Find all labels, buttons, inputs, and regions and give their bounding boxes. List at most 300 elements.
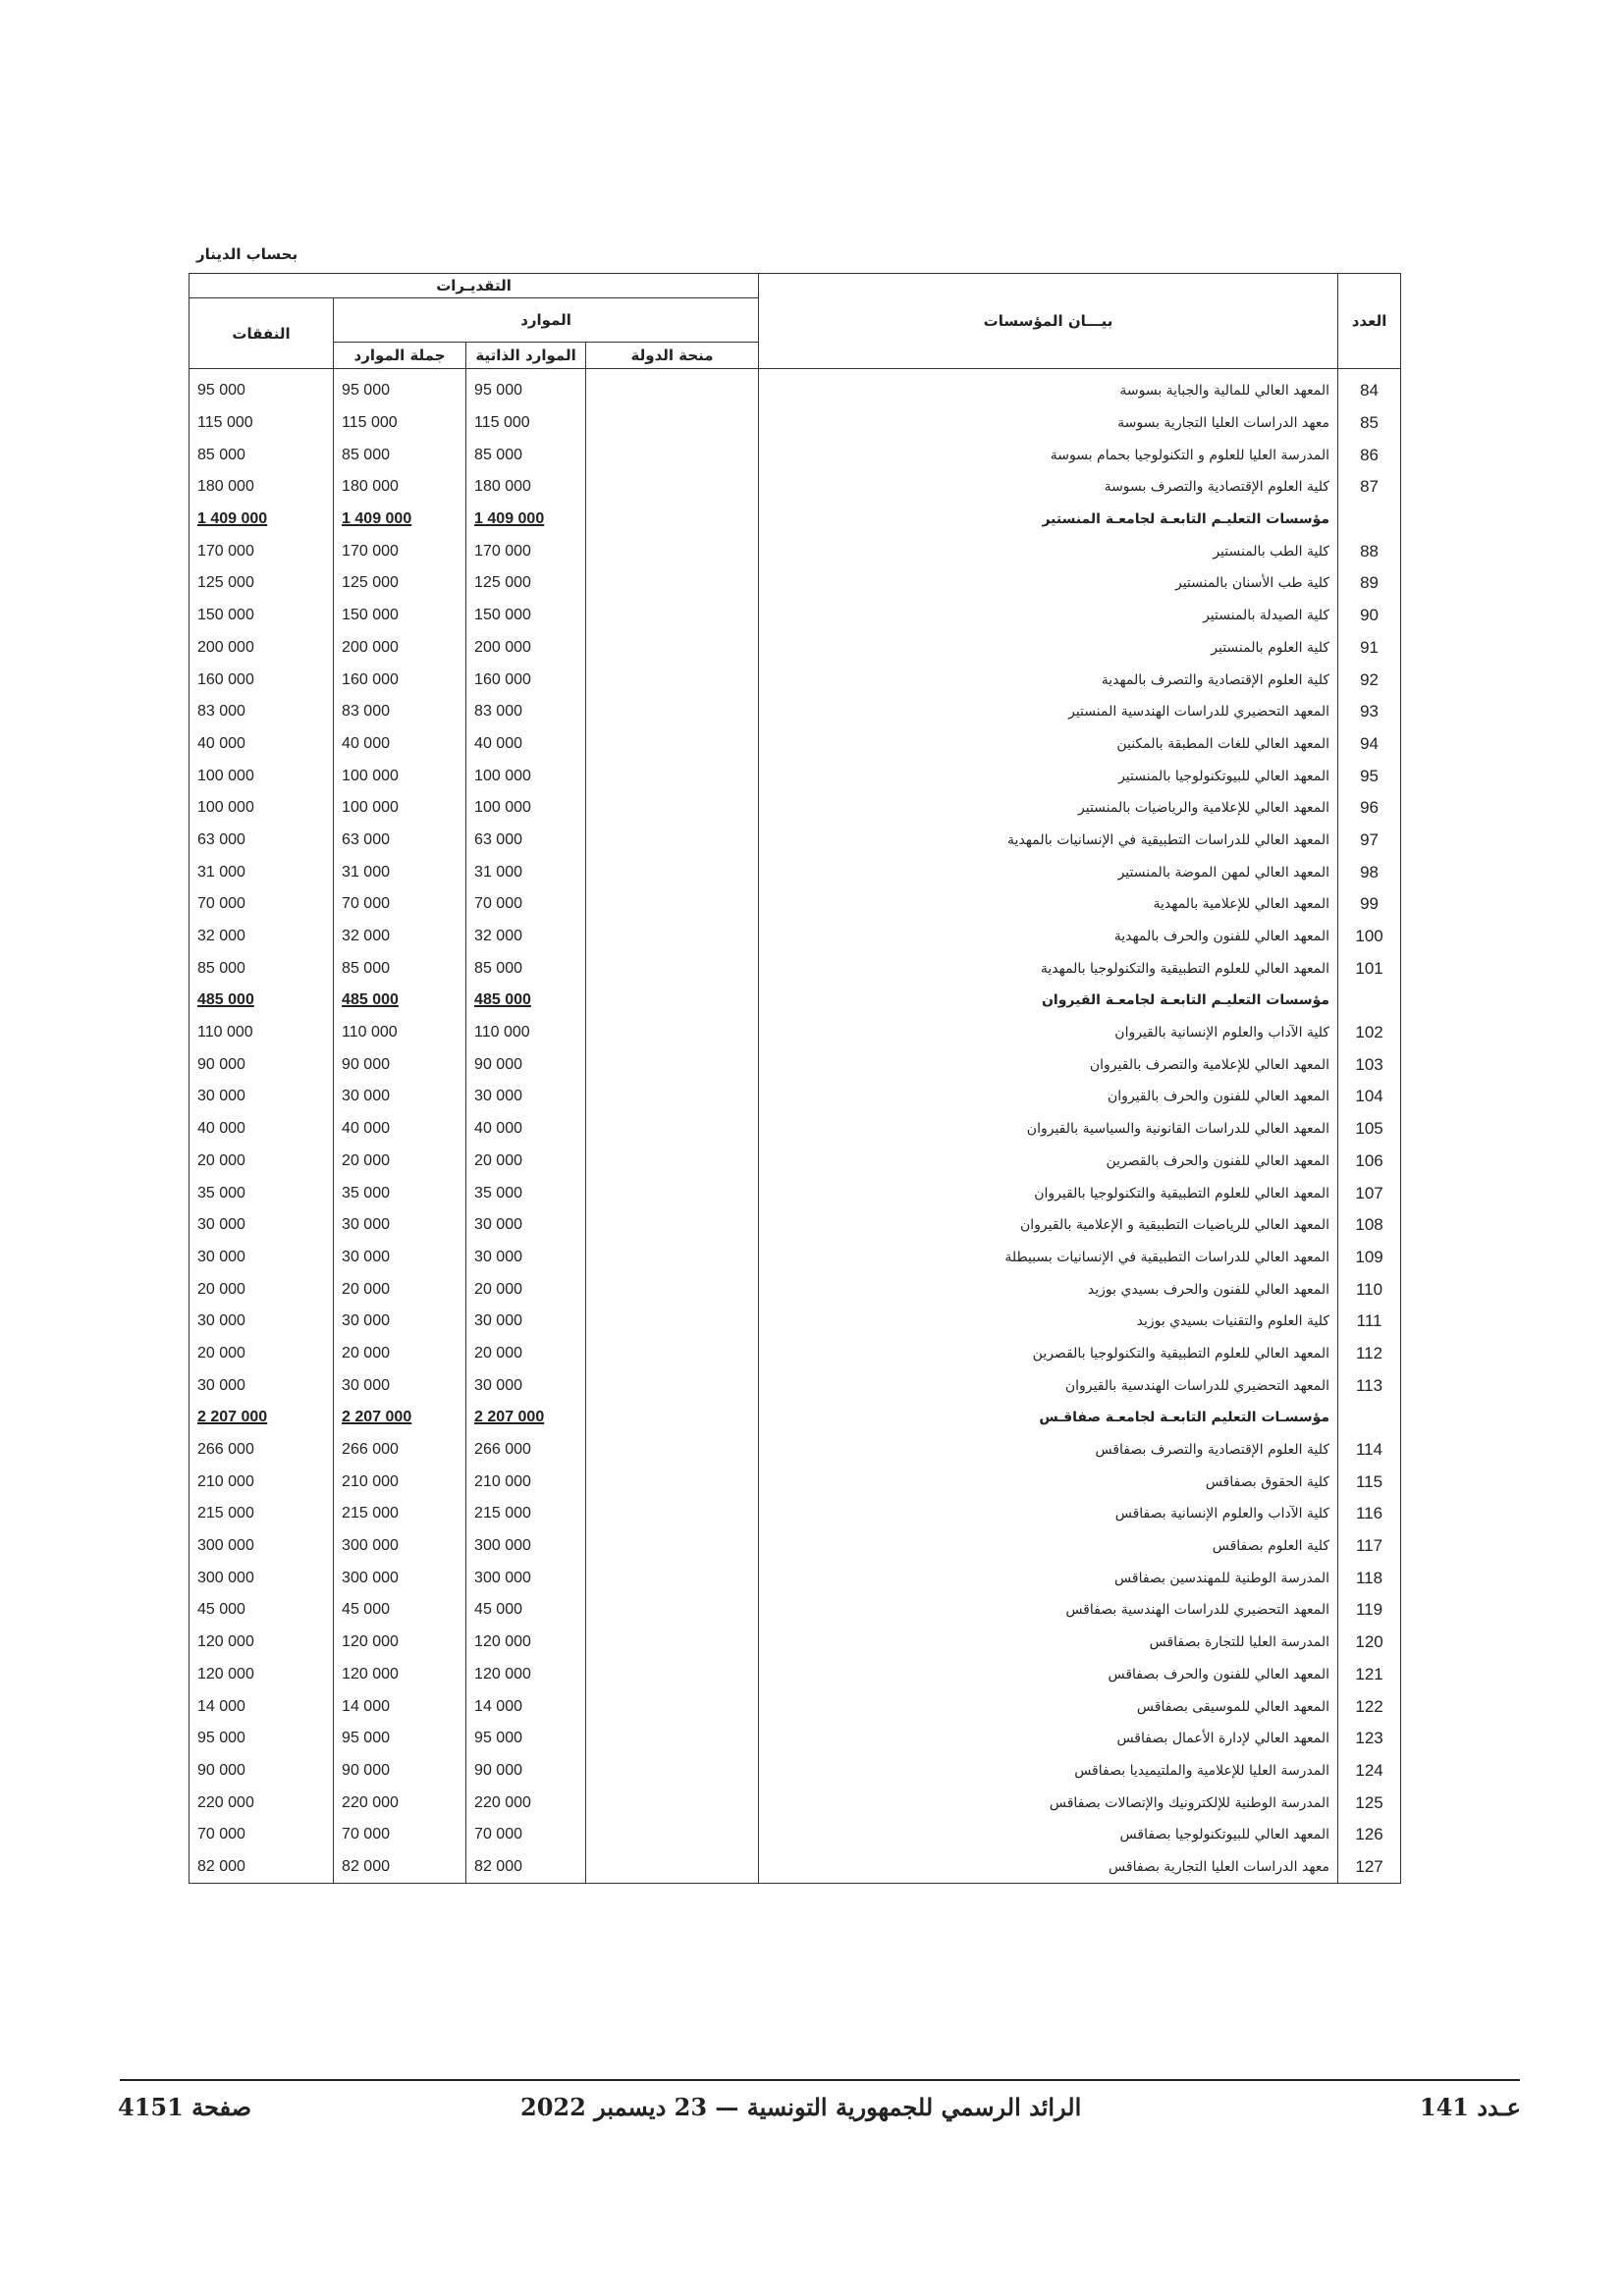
expenses-cell: 31 000 [189,856,334,888]
institution-name: المعهد العالي للإعلامية بالمهدية [759,888,1338,921]
total-resources-cell: 120 000 [334,1659,466,1691]
own-resources-cell: 20 000 [466,1146,586,1178]
budget-table [189,273,1401,1884]
total-resources-cell: 20 000 [334,1146,466,1178]
row-number: 102 [1338,1017,1401,1049]
institution-name: المدرسة الوطنية للمهندسين بصفاقس [759,1562,1338,1594]
expenses-cell: 180 000 [189,471,334,504]
unit-label: بحساب الدينار [196,245,298,263]
row-number: 107 [1338,1177,1401,1209]
own-resources-cell: 40 000 [466,728,586,761]
total-resources-cell: 70 000 [334,888,466,921]
state-grant-cell [586,1787,759,1819]
own-resources-cell: 83 000 [466,696,586,728]
institution-name: كلية الحقوق بصفاقس [759,1466,1338,1498]
institution-row [189,1690,1401,1723]
expenses-cell: 300 000 [189,1562,334,1594]
own-resources-cell: 150 000 [466,600,586,632]
own-resources-cell: 63 000 [466,825,586,857]
row-number: 87 [1338,471,1401,504]
institution-row [189,856,1401,888]
row-number [1338,985,1401,1017]
row-number: 126 [1338,1819,1401,1851]
own-resources-cell: 120 000 [466,1659,586,1691]
row-number: 104 [1338,1081,1401,1113]
row-number: 114 [1338,1434,1401,1467]
expenses-cell: 40 000 [189,728,334,761]
institution-name: المعهد العالي للفنون والحرف بالمهدية [759,921,1338,953]
state-grant-cell [586,1017,759,1049]
row-number: 97 [1338,825,1401,857]
institution-row [189,1017,1401,1049]
expenses-cell: 85 000 [189,439,334,471]
own-resources-cell: 35 000 [466,1177,586,1209]
total-resources-cell: 35 000 [334,1177,466,1209]
expenses-cell: 200 000 [189,632,334,665]
page-number: صفحة 4151 [118,2093,252,2121]
institution-row [189,1081,1401,1113]
institution-name: المعهد العالي للدراسات التطبيقية في الإنسانيات بسبيطلة [759,1242,1338,1274]
own-resources-cell: 32 000 [466,921,586,953]
institution-name: كلية العلوم الإقتصادية والتصرف بسوسة [759,471,1338,504]
institution-row [189,1755,1401,1788]
state-grant-cell [586,728,759,761]
total-resources-cell: 266 000 [334,1434,466,1467]
expenses-cell: 82 000 [189,1851,334,1884]
institution-name: المعهد العالي للدراسات القانونية والسياسية بالقيروان [759,1113,1338,1146]
total-resources-cell: 20 000 [334,1273,466,1306]
institution-row [189,1273,1401,1306]
row-number: 116 [1338,1498,1401,1530]
state-grant-cell [586,664,759,696]
expenses-cell: 85 000 [189,952,334,985]
row-number: 88 [1338,535,1401,567]
state-grant-cell [586,1627,759,1659]
own-resources-cell: 2 207 000 [466,1402,586,1434]
total-resources-cell: 82 000 [334,1851,466,1884]
footer-divider [120,2079,1520,2081]
expenses-cell: 90 000 [189,1048,334,1081]
expenses-cell: 63 000 [189,825,334,857]
total-resources-cell: 63 000 [334,825,466,857]
row-number: 120 [1338,1627,1401,1659]
institution-name: المعهد العالي للعلوم التطبيقية والتكنولوجيا بالقصرين [759,1338,1338,1370]
institution-row [189,632,1401,665]
total-resources-cell: 95 000 [334,1723,466,1755]
institution-row [189,1562,1401,1594]
state-grant-cell [586,856,759,888]
state-grant-cell [586,1530,759,1563]
own-resources-cell: 30 000 [466,1306,586,1338]
total-resources-cell: 85 000 [334,952,466,985]
institution-name: المدرسة الوطنية للإلكترونيك والإتصالات بصفاقس [759,1787,1338,1819]
state-grant-cell [586,504,759,536]
institution-name: المعهد العالي للفنون والحرف بالقيروان [759,1081,1338,1113]
institution-row [189,728,1401,761]
own-resources-cell: 200 000 [466,632,586,665]
total-resources-cell: 90 000 [334,1755,466,1788]
institution-row [189,1659,1401,1691]
institution-name: المعهد العالي للدراسات التطبيقية في الإنسانيات بالمهدية [759,825,1338,857]
state-grant-cell [586,1113,759,1146]
state-grant-cell [586,369,759,407]
institution-row [189,1627,1401,1659]
institution-row [189,825,1401,857]
row-number: 99 [1338,888,1401,921]
total-resources-cell: 300 000 [334,1562,466,1594]
row-number: 123 [1338,1723,1401,1755]
row-number [1338,1402,1401,1434]
row-number: 89 [1338,567,1401,600]
state-grant-cell [586,1146,759,1178]
institution-row [189,888,1401,921]
row-number: 125 [1338,1787,1401,1819]
state-grant-cell [586,1723,759,1755]
university-total-row [189,1402,1401,1434]
institution-name: معهد الدراسات العليا التجارية بصفاقس [759,1851,1338,1884]
expenses-cell: 20 000 [189,1338,334,1370]
state-grant-cell [586,1177,759,1209]
institution-name: كلية العلوم الإقتصادية والتصرف بصفاقس [759,1434,1338,1467]
own-resources-cell: 30 000 [466,1209,586,1242]
state-grant-cell [586,1209,759,1242]
expenses-cell: 35 000 [189,1177,334,1209]
institution-row [189,921,1401,953]
state-grant-cell [586,567,759,600]
total-resources-cell: 120 000 [334,1627,466,1659]
institution-name: معهد الدراسات العليا التجارية بسوسة [759,407,1338,440]
own-resources-cell: 220 000 [466,1787,586,1819]
expenses-cell: 45 000 [189,1594,334,1627]
own-resources-cell: 20 000 [466,1273,586,1306]
total-resources-cell: 2 207 000 [334,1402,466,1434]
header-statement: بيـــان المؤسسات [759,274,1338,369]
state-grant-cell [586,921,759,953]
total-resources-cell: 180 000 [334,471,466,504]
row-number: 96 [1338,792,1401,825]
row-number: 108 [1338,1209,1401,1242]
institution-name: كلية الطب بالمنستير [759,535,1338,567]
own-resources-cell: 40 000 [466,1113,586,1146]
own-resources-cell: 110 000 [466,1017,586,1049]
row-number: 113 [1338,1369,1401,1402]
expenses-cell: 95 000 [189,369,334,407]
state-grant-cell [586,1273,759,1306]
institution-name: المعهد العالي للإعلامية والتصرف بالقيروان [759,1048,1338,1081]
expenses-cell: 2 207 000 [189,1402,334,1434]
institution-name: كلية العلوم بالمنستير [759,632,1338,665]
expenses-cell: 83 000 [189,696,334,728]
institution-row [189,664,1401,696]
own-resources-cell: 266 000 [466,1434,586,1467]
institution-row [189,1146,1401,1178]
expenses-cell: 40 000 [189,1113,334,1146]
own-resources-cell: 485 000 [466,985,586,1017]
expenses-cell: 170 000 [189,535,334,567]
total-resources-cell: 95 000 [334,369,466,407]
row-number: 85 [1338,407,1401,440]
expenses-cell: 215 000 [189,1498,334,1530]
own-resources-cell: 215 000 [466,1498,586,1530]
institution-row [189,1338,1401,1370]
row-number: 103 [1338,1048,1401,1081]
header-estimates: التقديـرات [189,274,759,298]
expenses-cell: 14 000 [189,1690,334,1723]
own-resources-cell: 300 000 [466,1530,586,1563]
row-number: 118 [1338,1562,1401,1594]
expenses-cell: 20 000 [189,1273,334,1306]
row-number: 122 [1338,1690,1401,1723]
institution-row [189,1498,1401,1530]
expenses-cell: 100 000 [189,760,334,792]
institution-row [189,369,1401,407]
own-resources-cell: 30 000 [466,1369,586,1402]
expenses-cell: 90 000 [189,1755,334,1788]
expenses-cell: 70 000 [189,1819,334,1851]
total-resources-cell: 31 000 [334,856,466,888]
row-number: 92 [1338,664,1401,696]
own-resources-cell: 45 000 [466,1594,586,1627]
institution-row [189,471,1401,504]
institution-row [189,567,1401,600]
own-resources-cell: 160 000 [466,664,586,696]
expenses-cell: 160 000 [189,664,334,696]
own-resources-cell: 85 000 [466,952,586,985]
row-number: 91 [1338,632,1401,665]
state-grant-cell [586,1338,759,1370]
expenses-cell: 300 000 [189,1530,334,1563]
institution-name: المعهد العالي لمهن الموضة بالمنستير [759,856,1338,888]
institution-row [189,1177,1401,1209]
state-grant-cell [586,1402,759,1434]
institution-name: مؤسسات التعليـم التابعـة لجامعـة المنستير [759,504,1338,536]
total-resources-cell: 32 000 [334,921,466,953]
row-number: 106 [1338,1146,1401,1178]
state-grant-cell [586,1594,759,1627]
state-grant-cell [586,985,759,1017]
total-resources-cell: 110 000 [334,1017,466,1049]
issue-number: عـدد 141 [1419,2093,1521,2121]
state-grant-cell [586,760,759,792]
gazette-title-date: الرائد الرسمي للجمهورية التونسية — 23 ديسمبر 2022 [520,2093,1082,2121]
own-resources-cell: 100 000 [466,760,586,792]
row-number: 101 [1338,952,1401,985]
own-resources-cell: 31 000 [466,856,586,888]
row-number: 105 [1338,1113,1401,1146]
institution-name: المعهد العالي للفنون والحرف بصفاقس [759,1659,1338,1691]
institution-name: المعهد العالي للبيوتكنولوجيا بصفاقس [759,1819,1338,1851]
institution-name: المدرسة العليا للعلوم و التكنولوجيا بحمام بسوسة [759,439,1338,471]
institution-row [189,600,1401,632]
state-grant-cell [586,439,759,471]
institution-row [189,1434,1401,1467]
institution-row [189,1819,1401,1851]
total-resources-cell: 200 000 [334,632,466,665]
institution-name: المعهد العالي للعلوم التطبيقية والتكنولوجيا بالقيروان [759,1177,1338,1209]
header-total-resources: جملة الموارد [334,343,466,369]
expenses-cell: 485 000 [189,985,334,1017]
row-number: 93 [1338,696,1401,728]
row-number [1338,504,1401,536]
state-grant-cell [586,1819,759,1851]
state-grant-cell [586,952,759,985]
header-expenses: النفقات [189,298,334,369]
institution-name: كلية العلوم والتقنيات بسيدي بوزيد [759,1306,1338,1338]
expenses-cell: 30 000 [189,1369,334,1402]
state-grant-cell [586,1498,759,1530]
institution-name: المعهد العالي للفنون والحرف بالقصرين [759,1146,1338,1178]
institution-row [189,696,1401,728]
institution-row [189,439,1401,471]
state-grant-cell [586,1081,759,1113]
institution-name: المعهد التحضيري للدراسات الهندسية بالقيروان [759,1369,1338,1402]
row-number: 110 [1338,1273,1401,1306]
total-resources-cell: 20 000 [334,1338,466,1370]
state-grant-cell [586,471,759,504]
state-grant-cell [586,1659,759,1691]
own-resources-cell: 85 000 [466,439,586,471]
institution-name: المعهد العالي لإدارة الأعمال بصفاقس [759,1723,1338,1755]
institution-row [189,760,1401,792]
total-resources-cell: 220 000 [334,1787,466,1819]
state-grant-cell [586,1434,759,1467]
own-resources-cell: 115 000 [466,407,586,440]
total-resources-cell: 40 000 [334,728,466,761]
expenses-cell: 70 000 [189,888,334,921]
expenses-cell: 1 409 000 [189,504,334,536]
row-number: 90 [1338,600,1401,632]
own-resources-cell: 70 000 [466,1819,586,1851]
total-resources-cell: 485 000 [334,985,466,1017]
row-number: 111 [1338,1306,1401,1338]
own-resources-cell: 120 000 [466,1627,586,1659]
own-resources-cell: 14 000 [466,1690,586,1723]
total-resources-cell: 150 000 [334,600,466,632]
header-own-resources: الموارد الذاتية [466,343,586,369]
institution-name: المعهد التحضيري للدراسات الهندسية بصفاقس [759,1594,1338,1627]
own-resources-cell: 90 000 [466,1048,586,1081]
institution-name: المعهد العالي للغات المطبقة بالمكنين [759,728,1338,761]
total-resources-cell: 170 000 [334,535,466,567]
own-resources-cell: 30 000 [466,1081,586,1113]
own-resources-cell: 300 000 [466,1562,586,1594]
total-resources-cell: 160 000 [334,664,466,696]
own-resources-cell: 170 000 [466,535,586,567]
state-grant-cell [586,1755,759,1788]
own-resources-cell: 70 000 [466,888,586,921]
row-number: 109 [1338,1242,1401,1274]
row-number: 115 [1338,1466,1401,1498]
row-number: 112 [1338,1338,1401,1370]
institution-row [189,1530,1401,1563]
institution-row [189,1466,1401,1498]
expenses-cell: 30 000 [189,1242,334,1274]
institution-row [189,1723,1401,1755]
total-resources-cell: 30 000 [334,1081,466,1113]
institution-row [189,1306,1401,1338]
row-number: 98 [1338,856,1401,888]
state-grant-cell [586,1048,759,1081]
institution-name: كلية الصيدلة بالمنستير [759,600,1338,632]
row-number: 119 [1338,1594,1401,1627]
expenses-cell: 95 000 [189,1723,334,1755]
total-resources-cell: 14 000 [334,1690,466,1723]
state-grant-cell [586,1466,759,1498]
institution-name: المعهد العالي للإعلامية والرياضيات بالمنستير [759,792,1338,825]
institution-name: كلية الآداب والعلوم الإنسانية بصفاقس [759,1498,1338,1530]
institution-name: المعهد العالي للرياضيات التطبيقية و الإعلامية بالقيروان [759,1209,1338,1242]
institution-name: المعهد العالي للموسيقى بصفاقس [759,1690,1338,1723]
total-resources-cell: 70 000 [334,1819,466,1851]
state-grant-cell [586,535,759,567]
expenses-cell: 220 000 [189,1787,334,1819]
header-state-grant: منحة الدولة [586,343,759,369]
total-resources-cell: 30 000 [334,1306,466,1338]
total-resources-cell: 125 000 [334,567,466,600]
total-resources-cell: 30 000 [334,1242,466,1274]
row-number: 117 [1338,1530,1401,1563]
institution-row [189,407,1401,440]
row-number: 121 [1338,1659,1401,1691]
institution-name: المدرسة العليا للتجارة بصفاقس [759,1627,1338,1659]
institution-row [189,1048,1401,1081]
own-resources-cell: 30 000 [466,1242,586,1274]
university-total-row [189,985,1401,1017]
institution-name: المعهد التحضيري للدراسات الهندسية المنستير [759,696,1338,728]
state-grant-cell [586,696,759,728]
state-grant-cell [586,1369,759,1402]
own-resources-cell: 100 000 [466,792,586,825]
row-number: 86 [1338,439,1401,471]
institution-row [189,535,1401,567]
institution-name: المعهد العالي للمالية والجباية بسوسة [759,369,1338,407]
total-resources-cell: 100 000 [334,792,466,825]
header-resources: الموارد [334,298,759,343]
expenses-cell: 125 000 [189,567,334,600]
row-number: 124 [1338,1755,1401,1788]
institution-row [189,952,1401,985]
state-grant-cell [586,600,759,632]
expenses-cell: 20 000 [189,1146,334,1178]
expenses-cell: 120 000 [189,1627,334,1659]
own-resources-cell: 82 000 [466,1851,586,1884]
institution-name: مؤسسات التعليـم التابعـة لجامعـة القيروان [759,985,1338,1017]
institution-name: مؤسسـات التعليم التابعـة لجامعـة صفاقـس [759,1402,1338,1434]
total-resources-cell: 300 000 [334,1530,466,1563]
total-resources-cell: 85 000 [334,439,466,471]
institution-name: المعهد العالي للفنون والحرف بسيدي بوزيد [759,1273,1338,1306]
institution-row [189,1851,1401,1884]
own-resources-cell: 95 000 [466,1723,586,1755]
total-resources-cell: 210 000 [334,1466,466,1498]
state-grant-cell [586,632,759,665]
row-number: 100 [1338,921,1401,953]
total-resources-cell: 215 000 [334,1498,466,1530]
expenses-cell: 150 000 [189,600,334,632]
institution-name: المدرسة العليا للإعلامية والملتيميديا بصفاقس [759,1755,1338,1788]
expenses-cell: 110 000 [189,1017,334,1049]
state-grant-cell [586,792,759,825]
total-resources-cell: 1 409 000 [334,504,466,536]
institution-name: كلية طب الأسنان بالمنستير [759,567,1338,600]
institution-row [189,1209,1401,1242]
expenses-cell: 32 000 [189,921,334,953]
expenses-cell: 30 000 [189,1209,334,1242]
total-resources-cell: 115 000 [334,407,466,440]
state-grant-cell [586,825,759,857]
total-resources-cell: 40 000 [334,1113,466,1146]
institution-name: كلية الآداب والعلوم الإنسانية بالقيروان [759,1017,1338,1049]
